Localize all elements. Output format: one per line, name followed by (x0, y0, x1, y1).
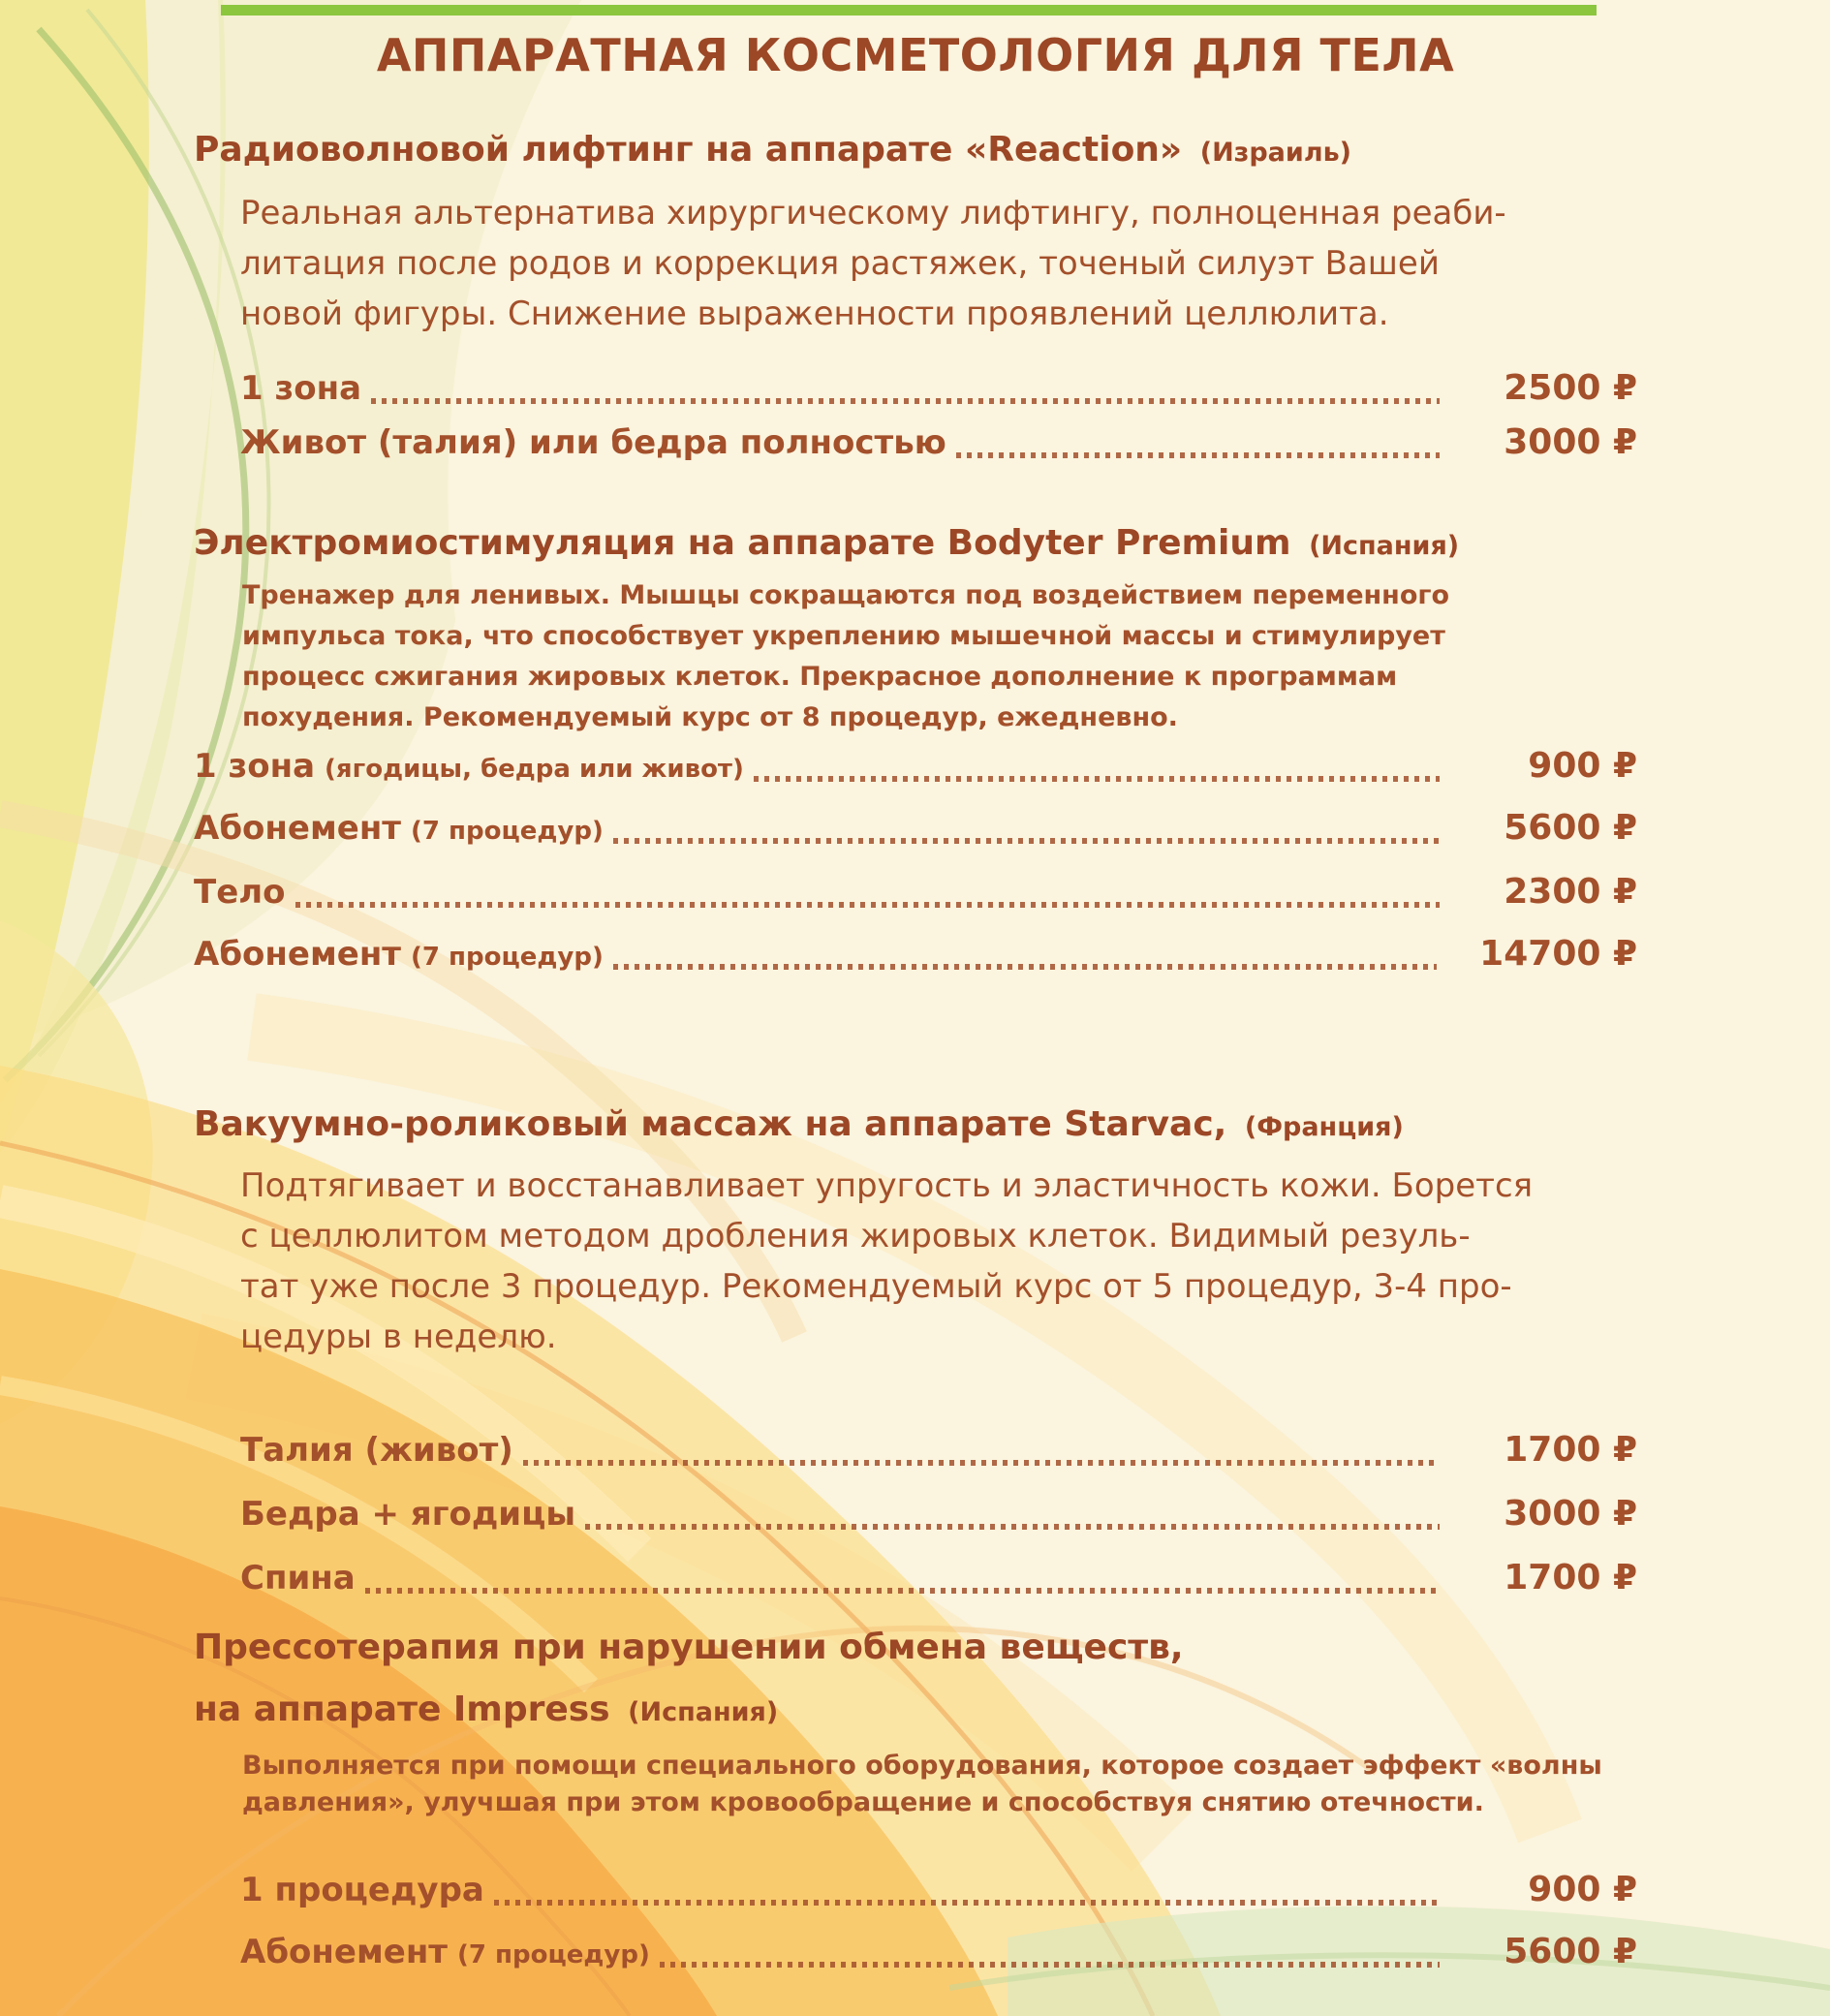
section-heading-vacuum-massage (194, 1102, 1404, 1150)
desc-line: тат уже после 3 процедур. Рекомендуемый курс от 5 процедур, 3-4 про- (240, 1267, 1512, 1306)
service-label: 1 процедура (240, 1871, 484, 1909)
service-label: 1 зона (240, 369, 362, 408)
dotted-leader (956, 452, 1440, 458)
dotted-leader (494, 1900, 1440, 1906)
service-label: Абонемент (240, 1933, 449, 1971)
desc-line: Подтягивает и восстанавливает упругость и эластичность кожи. Борется (240, 1166, 1534, 1205)
price-row (240, 1494, 1637, 1538)
price-row (240, 1558, 1637, 1602)
price-row (194, 872, 1637, 916)
price-value: 5600 ₽ (1504, 1932, 1637, 1971)
desc-line: литация после родов и коррекция растяжек, точеный силуэт Вашей (240, 244, 1440, 283)
section-country: (Испания) (628, 1697, 779, 1727)
price-value: 1700 ₽ (1504, 1430, 1637, 1470)
desc-line: похудения. Рекомендуемый курс от 8 процедур, ежедневно. (242, 702, 1178, 732)
dotted-leader (613, 964, 1437, 970)
desc-line: давления», улучшая при этом кровообращение и способствуя снятию отечности. (242, 1787, 1484, 1817)
section-heading-text: Электромиостимуляция на аппарате Bodyter Premium (194, 523, 1291, 563)
top-accent-bar (221, 5, 1597, 16)
section-country: (Испания) (1309, 531, 1460, 561)
service-label: Тело (194, 873, 286, 912)
section-description (240, 188, 1558, 339)
price-row (194, 746, 1637, 791)
dotted-leader (613, 838, 1440, 844)
desc-line: новой фигуры. Снижение выраженности проявлений целлюлита. (240, 295, 1389, 333)
section-heading-text: Радиоволновой лифтинг на аппарате «Reaction» (194, 130, 1183, 170)
dotted-leader (660, 1962, 1440, 1968)
desc-line: Реальная альтернатива хирургическому лифтингу, полноценная реаби- (240, 194, 1506, 233)
section-description (240, 1161, 1558, 1362)
service-note: (ягодицы, бедра или живот) (325, 755, 744, 784)
page-title: АППАРАТНАЯ КОСМЕТОЛОГИЯ ДЛЯ ТЕЛА (376, 29, 1455, 81)
service-label: Бедра + ягодицы (240, 1495, 576, 1534)
service-label: Абонемент (194, 809, 402, 848)
price-row (240, 422, 1637, 467)
price-value: 5600 ₽ (1504, 808, 1637, 848)
section-heading-myostimulation (194, 521, 1459, 569)
price-value: 3000 ₽ (1504, 422, 1637, 462)
section-description (242, 575, 1560, 738)
section-country: (Франция) (1244, 1112, 1404, 1142)
dotted-leader (371, 398, 1440, 404)
price-row (240, 1870, 1637, 1914)
price-value: 900 ₽ (1528, 1870, 1637, 1909)
service-label: 1 зона (194, 747, 316, 786)
desc-line: цедуры в неделю. (240, 1318, 557, 1356)
price-row (194, 934, 1637, 978)
section-heading-text: на аппарате Impress (194, 1690, 610, 1729)
desc-line: Тренажер для ленивых. Мышцы сокращаются под воздействием переменного (242, 580, 1450, 610)
desc-line: Выполняется при помощи специального оборудования, которое создает эффект «волны (242, 1751, 1602, 1781)
dotted-leader (585, 1524, 1440, 1530)
service-note: (7 процедур) (411, 817, 604, 846)
price-value: 3000 ₽ (1504, 1494, 1637, 1534)
price-row (240, 1430, 1637, 1474)
dotted-leader (754, 776, 1440, 782)
desc-line: процесс сжигания жировых клеток. Прекрасное дополнение к программам (242, 662, 1398, 692)
section-heading-text: Прессотерапия при нарушении обмена веществ, (194, 1628, 1184, 1667)
price-value: 900 ₽ (1528, 746, 1637, 786)
price-row (240, 368, 1637, 413)
price-value: 2500 ₽ (1504, 368, 1637, 408)
dotted-leader (523, 1460, 1440, 1466)
dotted-leader (365, 1588, 1440, 1594)
service-label: Живот (талия) или бедра полностью (240, 423, 946, 462)
section-country: (Израиль) (1199, 138, 1352, 168)
desc-line: импульса тока, что способствует укреплению мышечной массы и стимулирует (242, 621, 1445, 651)
price-value: 14700 ₽ (1479, 934, 1637, 974)
price-row (240, 1932, 1637, 1976)
dotted-leader (295, 902, 1440, 908)
section-heading-radio-lifting (194, 128, 1351, 175)
section-description (242, 1748, 1602, 1821)
section-heading-pressotherapy-line2 (194, 1688, 778, 1735)
service-label: Абонемент (194, 935, 402, 974)
desc-line: с целлюлитом методом дробления жировых клеток. Видимый резуль- (240, 1217, 1471, 1256)
section-heading-text: Вакуумно-роликовый массаж на аппарате Starvac, (194, 1104, 1227, 1144)
service-label: Спина (240, 1559, 356, 1597)
price-value: 1700 ₽ (1504, 1558, 1637, 1597)
price-value: 2300 ₽ (1504, 872, 1637, 912)
section-heading-pressotherapy (194, 1626, 1184, 1670)
price-row (194, 808, 1637, 853)
service-note: (7 процедур) (457, 1940, 650, 1969)
service-note: (7 процедур) (411, 943, 604, 972)
service-label: Талия (живот) (240, 1431, 513, 1470)
